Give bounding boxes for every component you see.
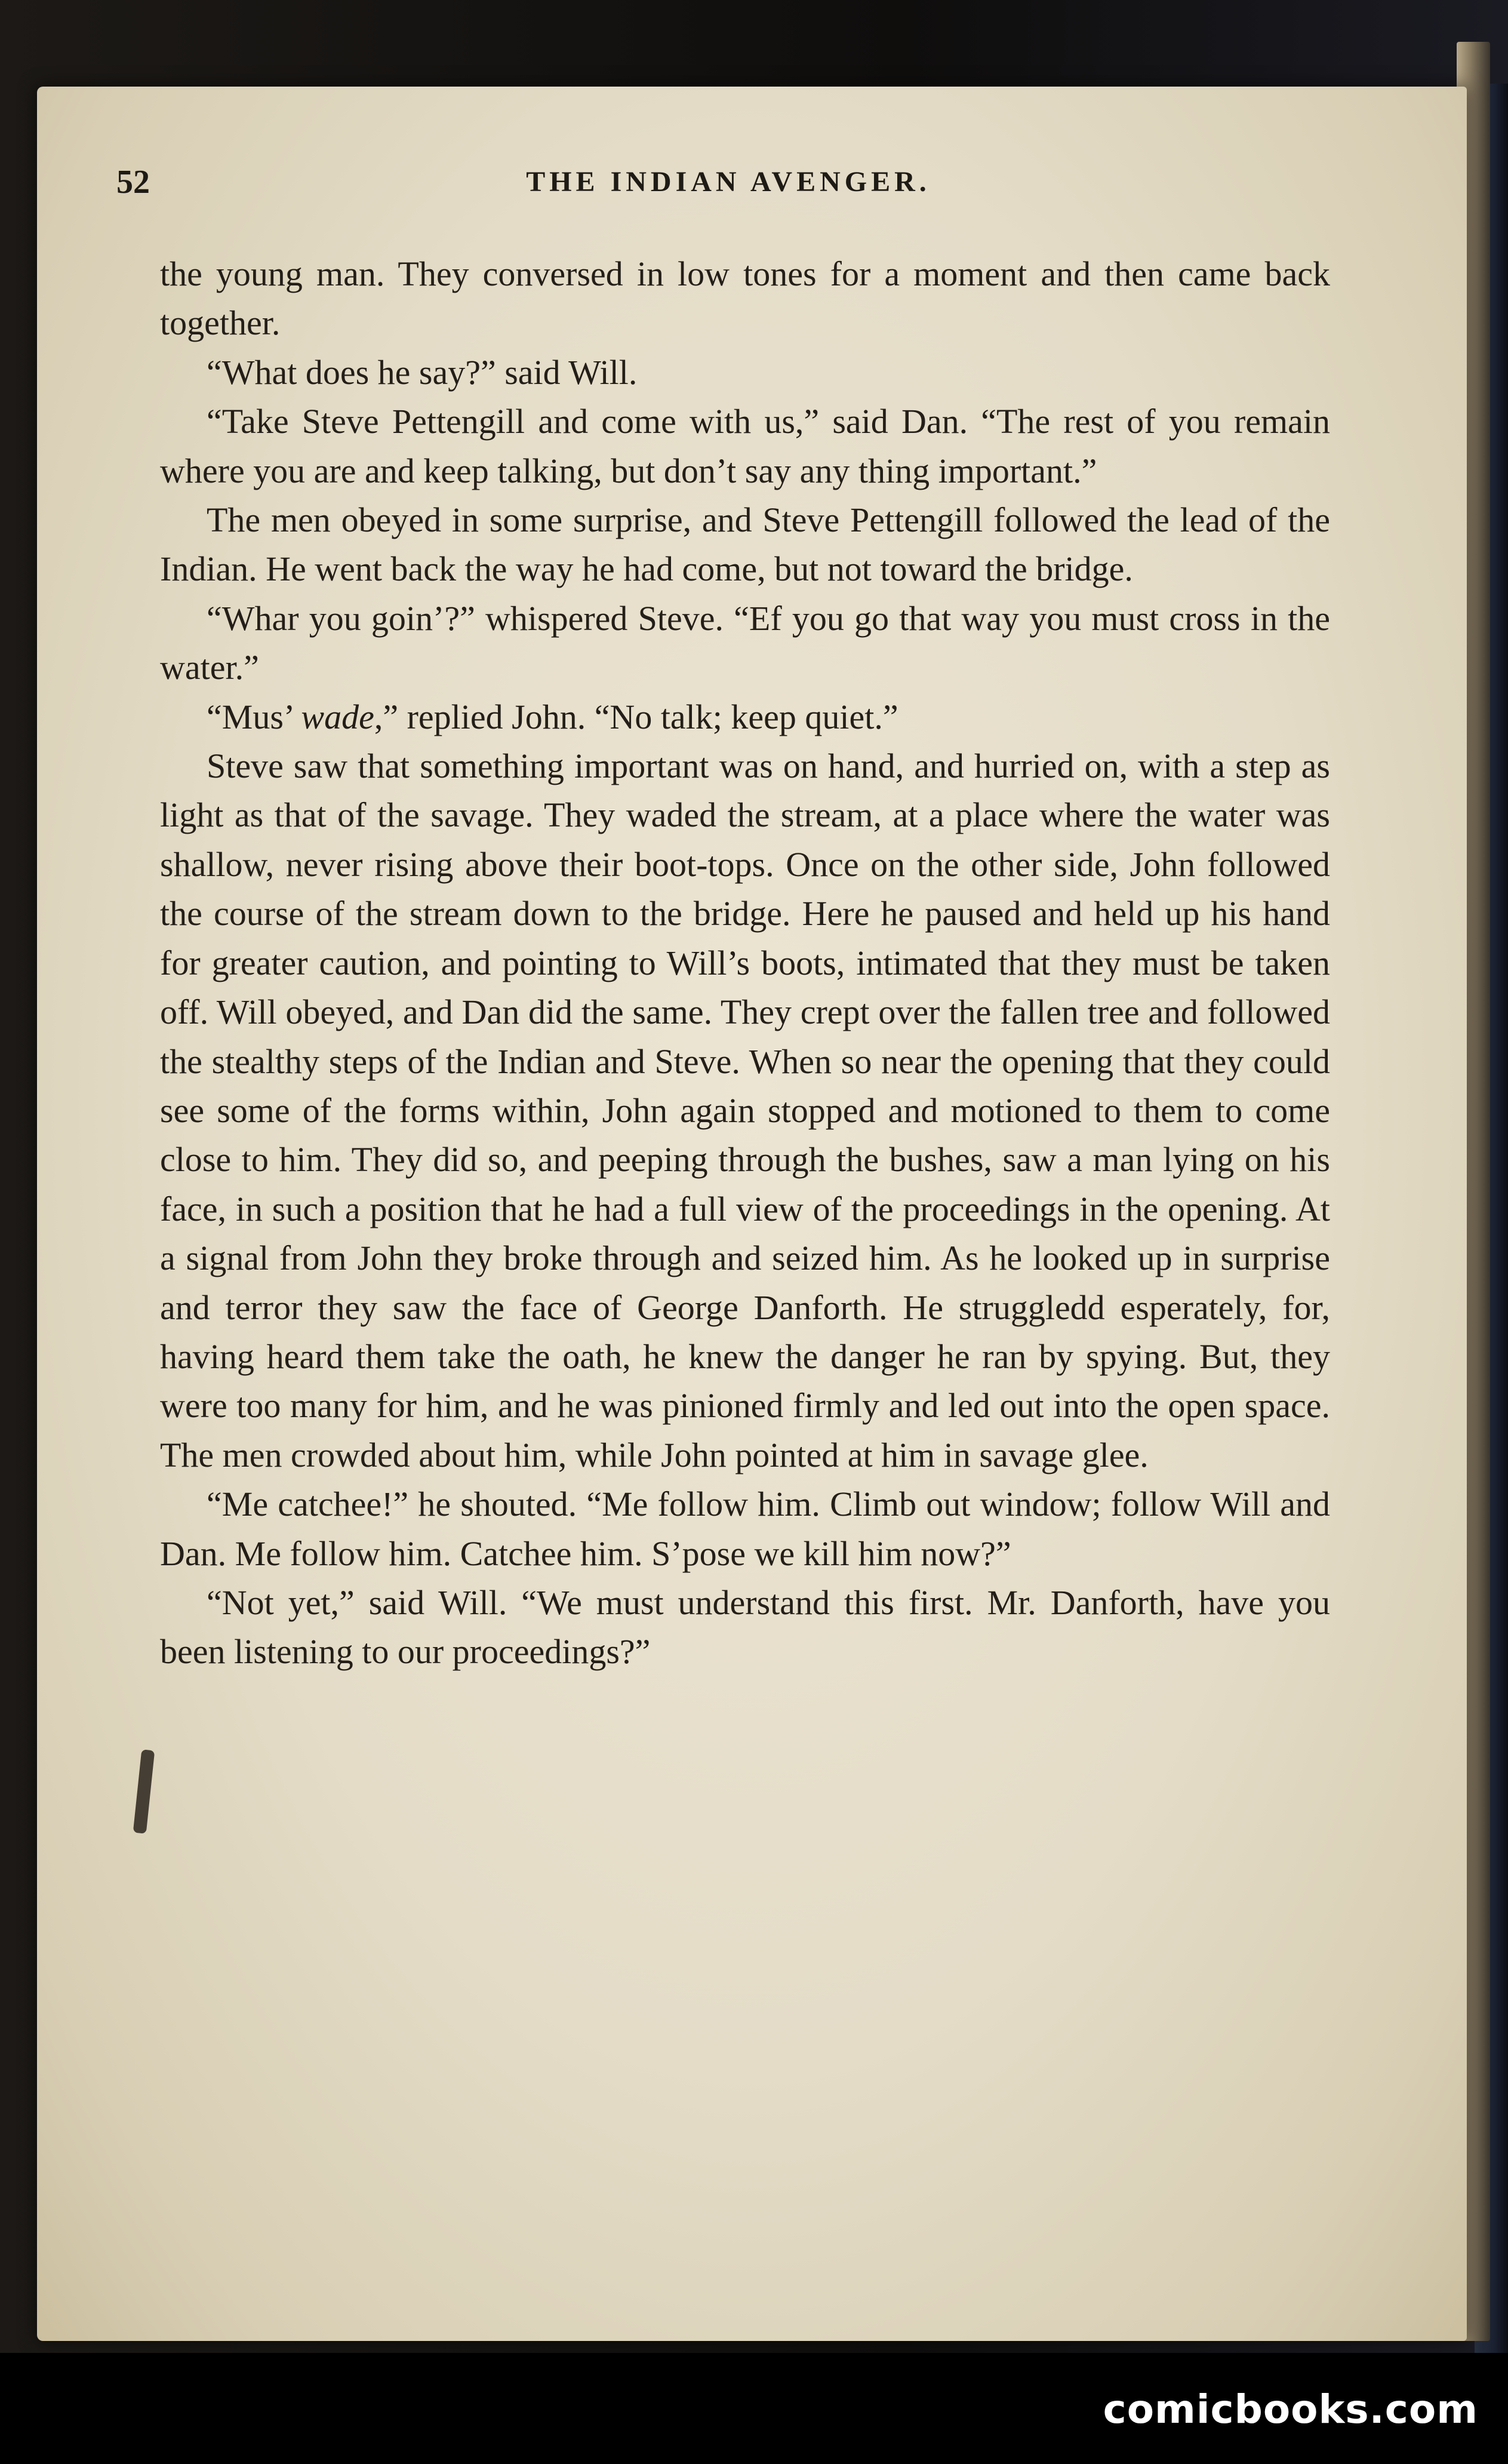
paragraph-6-after: ,” replied John. “No talk; keep quiet.” — [374, 697, 898, 736]
paragraph-5: “Whar you goin’?” whispered Steve. “Ef you go that way you must cross in the water.” — [160, 598, 1330, 687]
paragraph-6 — [160, 693, 1330, 742]
page-body — [160, 250, 1330, 1677]
paragraph-4: The men obeyed in some surprise, and Steve Pettengill followed the lead of the Indian. He went back the way he had come, but not toward the bridge. — [160, 500, 1330, 589]
paragraph-6-emphasis: wade — [301, 697, 374, 736]
paragraph-1: the young man. They conversed in low tones for a moment and then came back together. — [160, 254, 1330, 343]
paragraph-9: “Not yet,” said Will. “We must understand this first. Mr. Danforth, have you been listening to our proceedings?” — [160, 1583, 1330, 1672]
page-number: 52 — [116, 164, 150, 201]
paragraph-6-before: “Mus’ — [207, 697, 301, 736]
paragraph-7: Steve saw that something important was on hand, and hurried on, with a step as light as that of the savage. They waded the stream, at a place where the water was shallow, never rising above their boot-tops. Once on the other side, John followed the course of the stream down to the bridge. Here he paused and held up his hand for greater caution, and pointing to Will’s boots, intimated that they must be taken off. Will obeyed, and Dan did the same. They crept over the fallen tree and followed the stealthy steps of the Indian and Steve. When so near the opening that they could see some of the forms within, John again stopped and motioned to them to come close to him. They did so, and peeping through the bushes, saw a man lying on his face, in such a position that he had a full view of the proceedings in the opening. At a signal from John they broke through and seized him. As he looked up in surprise and terror they saw the face of George Danforth. He struggledd esperately, for, having heard them take the oath, he knew the danger he ran by spying. But, they were too many for him, and he was pinioned firmly and led out into the open space. The men crowded about him, while John pointed at him in savage glee. — [160, 746, 1330, 1474]
paragraph-8: “Me catchee!” he shouted. “Me follow him. Climb out window; follow Will and Dan. Me follow him. Catchee him. S’pose we kill him now?” — [160, 1485, 1330, 1573]
page-header — [116, 161, 1340, 203]
site-watermark: comicbooks.com — [1103, 2386, 1478, 2432]
paragraph-2: “What does he say?” said Will. — [207, 352, 638, 392]
running-title: THE INDIAN AVENGER. — [526, 166, 931, 198]
paragraph-3: “Take Steve Pettengill and come with us,” said Dan. “The rest of you remain where you are and keep talking, but don’t say any thing important.” — [160, 402, 1330, 490]
